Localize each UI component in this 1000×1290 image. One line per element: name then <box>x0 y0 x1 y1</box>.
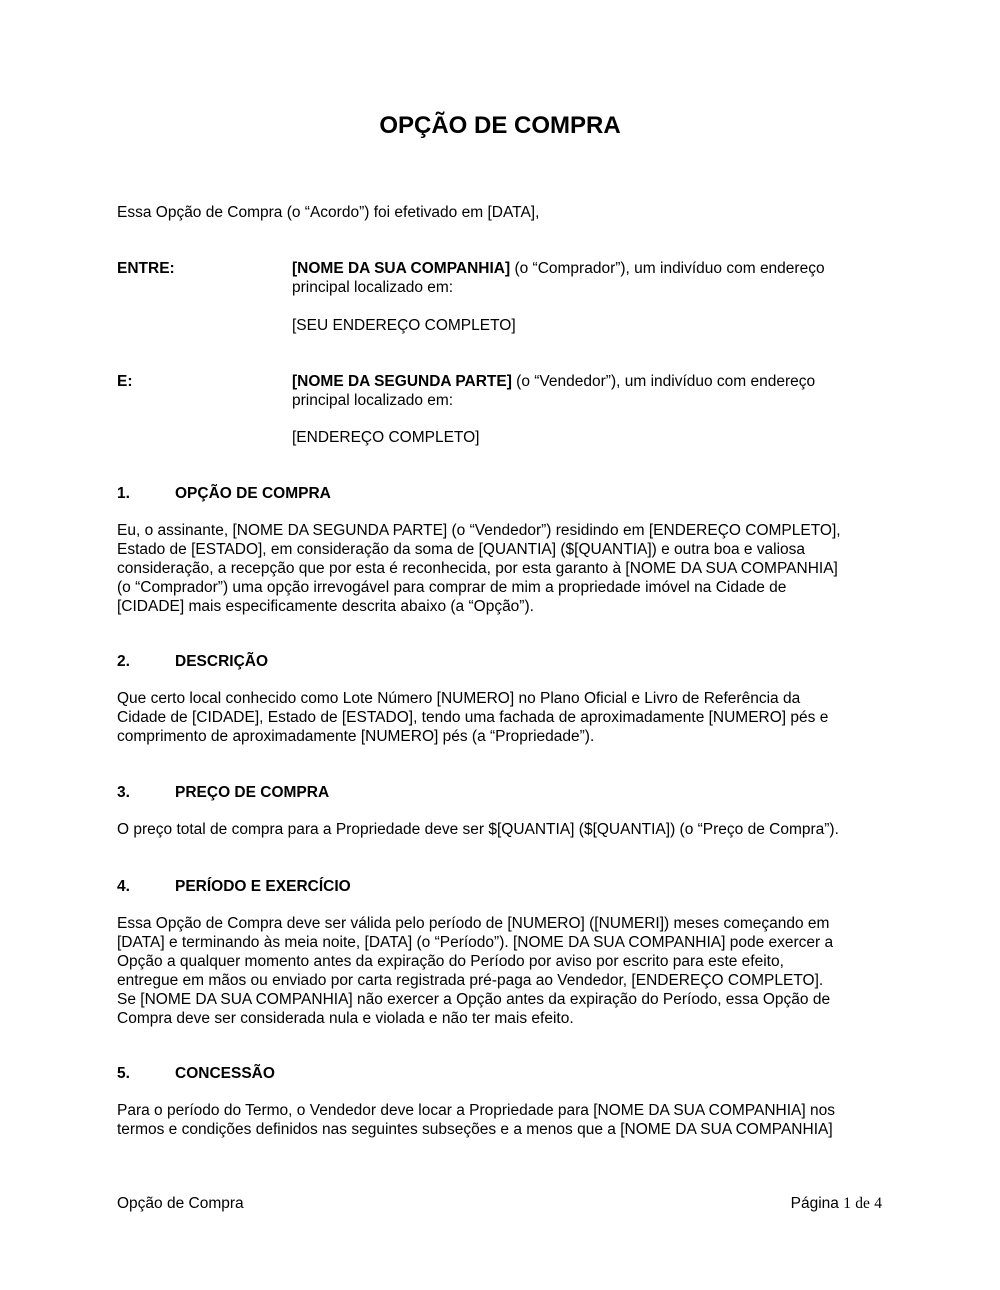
page-total: 4 <box>874 1195 882 1212</box>
party-1-name: [NOME DA SUA COMPANHIA] <box>292 260 511 277</box>
section-paragraph-line: Para o período do Termo, o Vendedor deve locar a Propriedade para [NOME DA SUA COMPANHIA] nos <box>117 1102 835 1119</box>
party-1-line1 <box>292 259 825 278</box>
section-heading: OPÇÃO DE COMPRA <box>175 485 331 502</box>
section-paragraph-line: Eu, o assinante, [NOME DA SEGUNDA PARTE] (o “Vendedor”) residindo em [ENDEREÇO COMPLETO], <box>117 522 841 539</box>
section-paragraph-line: Estado de [ESTADO], em consideração da soma de [QUANTIA] ($[QUANTIA]) e outra boa e valiosa <box>117 541 806 558</box>
section-number: 3. <box>117 784 130 801</box>
party-2-line1-rest: (o “Vendedor”), um indivíduo com endereço <box>511 373 816 390</box>
section-paragraph-line: Cidade de [CIDADE], Estado de [ESTADO], tendo uma fachada de aproximadamente [NUMERO] pés e <box>117 709 829 726</box>
party-2-line1 <box>292 372 815 391</box>
section-paragraph-line: Opção a qualquer momento antes da expiração do Período por aviso por escrito para este efeito, <box>117 953 784 970</box>
section-heading: DESCRIÇÃO <box>175 653 269 670</box>
footer-title: Opção de Compra <box>117 1195 244 1212</box>
section-paragraph-line: Que certo local conhecido como Lote Número [NUMERO] no Plano Oficial e Livro de Referência da <box>117 690 801 707</box>
section-number: 5. <box>117 1065 130 1082</box>
party-1-line2: principal localizado em: <box>292 279 454 296</box>
section-number: 2. <box>117 653 130 670</box>
section-heading: CONCESSÃO <box>175 1065 275 1082</box>
section-number: 1. <box>117 485 130 502</box>
party-label-e: E: <box>117 373 133 390</box>
section-paragraph-line: Se [NOME DA SUA COMPANHIA] não exercer a Opção antes da expiração do Período, essa Opção de <box>117 991 831 1008</box>
section-paragraph-line: Compra deve ser considerada nula e violada e não ter mais efeito. <box>117 1010 574 1027</box>
party-2-line2: principal localizado em: <box>292 392 454 409</box>
page-label: Página <box>790 1195 839 1212</box>
section-paragraph-line: [DATA] e terminando às meia noite, [DATA] (o “Período”). [NOME DA SUA COMPANHIA] pode exercer a <box>117 934 834 951</box>
section-paragraph-line: entregue em mãos ou enviado por carta registrada pré-paga ao Vendedor, [ENDEREÇO COMPLETO]. <box>117 972 824 989</box>
page-current: 1 <box>843 1195 851 1212</box>
footer-page-number <box>791 1194 882 1213</box>
section-paragraph-line: Essa Opção de Compra deve ser válida pelo período de [NUMERO] ([NUMERI]) meses começando em <box>117 915 830 932</box>
section-heading: PERÍODO E EXERCÍCIO <box>175 878 351 895</box>
section-paragraph-line: (o “Comprador”) uma opção irrevogável para comprar de mim a propriedade imóvel na Cidade de <box>117 579 787 596</box>
section-paragraph-line: comprimento de aproximadamente [NUMERO] pés (a “Propriedade”). <box>117 728 595 745</box>
intro-paragraph: Essa Opção de Compra (o “Acordo”) foi efetivado em [DATA], <box>117 204 540 221</box>
section-number: 4. <box>117 878 130 895</box>
section-paragraph-line: termos e condições definidos nas seguintes subseções e a menos que a [NOME DA SUA COMPANHIA] <box>117 1121 833 1138</box>
section-paragraph-line: consideração, a recepção que por esta é reconhecida, por esta garanto à [NOME DA SUA COMPANHIA] <box>117 560 838 577</box>
party-label-entre: ENTRE: <box>117 260 175 277</box>
section-paragraph-line: O preço total de compra para a Propriedade deve ser $[QUANTIA] ($[QUANTIA]) (o “Preço de Compra”). <box>117 821 839 838</box>
section-heading: PREÇO DE COMPRA <box>175 784 330 801</box>
page-of: de <box>855 1195 870 1212</box>
party-2-name: [NOME DA SEGUNDA PARTE] <box>292 373 512 390</box>
party-1-line1-rest: (o “Comprador”), um indivíduo com endereço <box>510 260 825 277</box>
section-paragraph-line: [CIDADE] mais especificamente descrita abaixo (a “Opção”). <box>117 598 534 615</box>
party-2-address: [ENDEREÇO COMPLETO] <box>292 429 480 446</box>
document-title: OPÇÃO DE COMPRA <box>379 112 621 139</box>
party-1-address: [SEU ENDEREÇO COMPLETO] <box>292 317 516 334</box>
